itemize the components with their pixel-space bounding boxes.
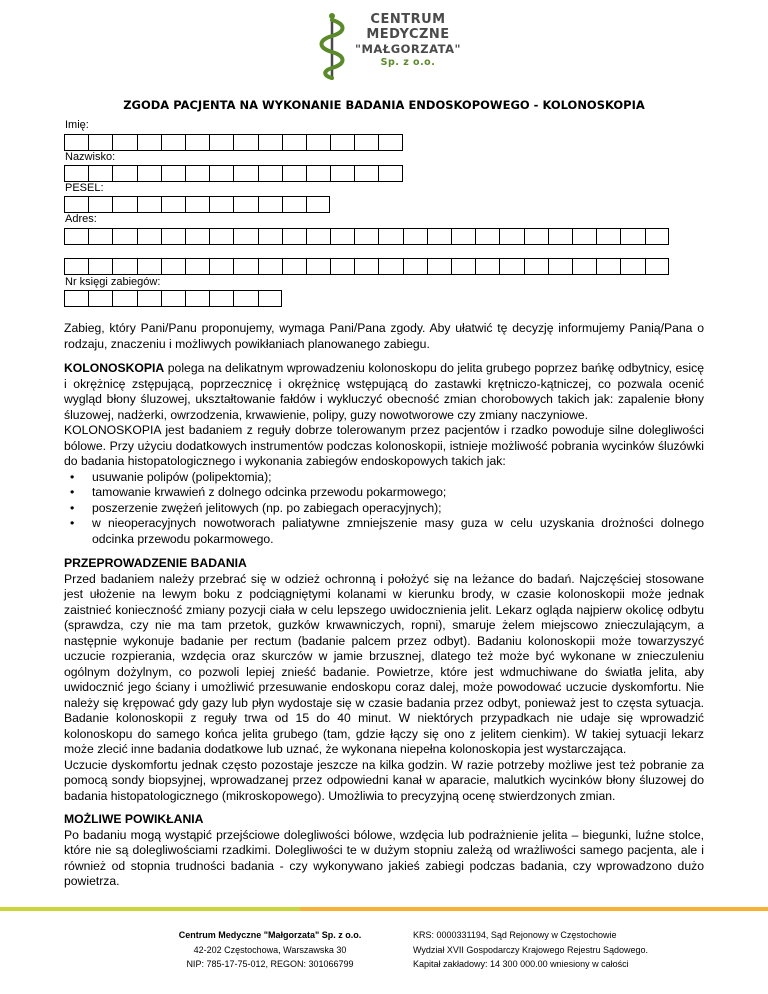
footer-address: 42-202 Częstochowa, Warszawska 30 — [193, 944, 347, 955]
nr-ksiegi-label: Nr księgi zabiegów: — [65, 276, 161, 288]
przebieg-paragraph-2: Uczucie dyskomfortu jednak często pozostaje jeszcze na kilka godzin. W razie potrzeby możliwe jest też pobranie za pomocą sondy biopsyjnej, wprowadzanej przez odpowiedni kanał w aparacie, malutkich wycinków błony śluzowej do badania histopatologicznego (mikroskopowego). Umożliwia to precyzyjną ocenę stwierdzonych zmian. — [64, 757, 704, 803]
pesel-label: PESEL: — [65, 182, 104, 194]
nr-ksiegi-field[interactable] — [64, 290, 282, 307]
kolonoskopia-tolerance: KOLONOSKOPIA jest badaniem z reguły dobrze tolerowanym przez pacjentów i rzadko powoduje silne dolegliwości bólowe. Przy użyciu dodatkowych instrumentów podczas kolonoskopii, istnieje możliwość pobrania wycinków śluzówki do badania histopatologicznego i wykonania zabiegów endoskopowych takich jak: — [64, 423, 704, 468]
logo-line-malgorzata: "MAŁGORZATA" — [355, 42, 461, 56]
adres-field-line2[interactable] — [64, 258, 669, 275]
list-item: • poszerzenie zwężeń jelitowych (np. po zabiegach operacyjnych); — [64, 501, 704, 517]
footer-capital: Kapitał zakładowy: 14 300 000.00 wniesiony w całości — [413, 959, 629, 969]
list-item: • w nieoperacyjnych nowotworach paliatywne zmniejszenie masy guza w celu uzyskania drożności dolnego odcinka przewodu pokarmowego. — [64, 516, 704, 547]
powiklania-heading: MOŻLIWE POWIKŁANIA — [64, 812, 204, 826]
pesel-field[interactable] — [64, 196, 330, 213]
przebieg-paragraph-1: Przed badaniem należy przebrać się w odzież ochronną i położyć się na leżance do badań. Najczęściej stosowane jest ułożenie na lewym boku z podciągniętymi kolanami w kierunku brody, w czasie kolonoskopii może jednak zaistnieć konieczność zmiany pozycji ciała w celu lepszego uwidocznienia jelit. Lekarz ogląda najpierw okolicę odbytu (sprawdza, czy nie ma tam przetok, guzków krwawniczych, ropni), smaruje żelem miejscowo znieczulającym, a następnie wykonuje badanie per rectum (badanie palcem przez odbyt). Badaniu kolonoskopii może towarzyszyć uczucie rozpierania, wzdęcia oraz skurczów w jamie brzusznej, dlatego też może być wykonane w znieczuleniu ogólnym dożylnym, co pozwoli lepiej znieść badanie. Powietrze, które jest wdmuchiwane do światła jelita, aby uwidocznić jego ściany i umożliwić przesuwanie endoskopu coraz dalej, może powodować uczucie dyskomfortu. Nie należy się krępować gdy gazy lub płyn wydostaje się w czasie badania przez odbyt, ponieważ jest to częsta sytuacja. Badanie kolonoskopii z reguły trwa od 15 do 40 minut. W niektórych przypadkach nie udaje się wprowadzić kolonoskopu do samego końca jelita grubego (tam, gdzie łączy się ono z jelitem cienkim). W takiej sytuacji lekarz może zlecić inne badania dodatkowe lub uznać, że wykonana niepełna kolonoskopia jest wystarczająca. — [64, 571, 704, 756]
powiklania-paragraph: Po badaniu mogą wystąpić przejściowe dolegliwości bólowe, wzdęcia lub podrażnienie jelita – biegunki, luźne stolce, które nie są dolegliwościami rzadkimi. Dolegliwości te w dużym stopniu zależą od wrażliwości samego pacjenta, ale i również od stopnia trudności badania - czy wykonywano jakieś zabiegi podczas badania, czy wprowadzono dużo powietrza. — [64, 827, 704, 888]
document-title: ZGODA PACJENTA NA WYKONANIE BADANIA ENDOSKOPOWEGO - KOLONOSKOPIA — [123, 98, 645, 112]
footer-registry-info — [413, 928, 713, 972]
footer-company-name: Centrum Medyczne "Małgorzata" Sp. z o.o. — [178, 930, 362, 940]
logo-line-spzoo: Sp. z o.o. — [380, 57, 436, 68]
imie-label: Imię: — [65, 119, 89, 131]
nazwisko-field[interactable] — [64, 165, 403, 182]
przebieg-heading: PRZEPROWADZENIE BADANIA — [64, 556, 247, 570]
adres-label: Adres: — [65, 213, 97, 225]
kolonoskopia-term: KOLONOSKOPIA — [64, 361, 165, 375]
adres-field-line1[interactable] — [64, 228, 669, 245]
intro-paragraph: Zabieg, który Pani/Panu proponujemy, wymaga Pani/Pana zgody. Aby ułatwić tę decyzję informujemy Panią/Pana o rodzaju, znaczeniu i możliwych powikłaniach planowanego zabiegu. — [64, 321, 704, 351]
kolonoskopia-description: polega na delikatnym wprowadzeniu kolonoskopu do jelita grubego poprzez bańkę odbytnicy, esicę i okrężnicę zstępującą, poprzecznicę i okrężnicę wstępującą do zastawki krętniczo-kątniczej, co pozwala ocenić wygląd błony śluzowej, ukształtowanie fałdów i wykluczyć obecność zmian chorobowych takich jak: zapalenie błony śluzowej, nadżerki, owrzodzenia, krwawienie, polipy, guzy nowotworowe czy zmiany naczyniowe. — [64, 361, 704, 422]
company-logo — [318, 10, 468, 84]
kolonoskopia-section — [64, 361, 704, 547]
logo-line-centrum: CENTRUM — [370, 12, 446, 27]
list-item: • tamowanie krwawień z dolnego odcinka przewodu pokarmowego; — [64, 485, 704, 501]
footer-nip-regon: NIP: 785-17-75-012, REGON: 301066799 — [186, 959, 354, 969]
list-item: • usuwanie polipów (polipektomia); — [64, 470, 704, 486]
przebieg-section — [64, 556, 704, 804]
nazwisko-label: Nazwisko: — [65, 151, 116, 163]
footer-court: Wydział XVII Gospodarczy Krajowego Rejestru Sądowego. — [413, 944, 649, 955]
footer-krs: KRS: 0000331194, Sąd Rejonowy w Częstochowie — [413, 930, 617, 940]
caduceus-logo-icon — [318, 10, 352, 82]
footer-company-info — [150, 928, 390, 972]
powiklania-section — [64, 812, 704, 890]
imie-field[interactable] — [64, 134, 403, 151]
footer-divider — [0, 907, 768, 911]
procedures-list — [64, 470, 704, 548]
logo-line-medyczne: MEDYCZNE — [366, 27, 450, 42]
